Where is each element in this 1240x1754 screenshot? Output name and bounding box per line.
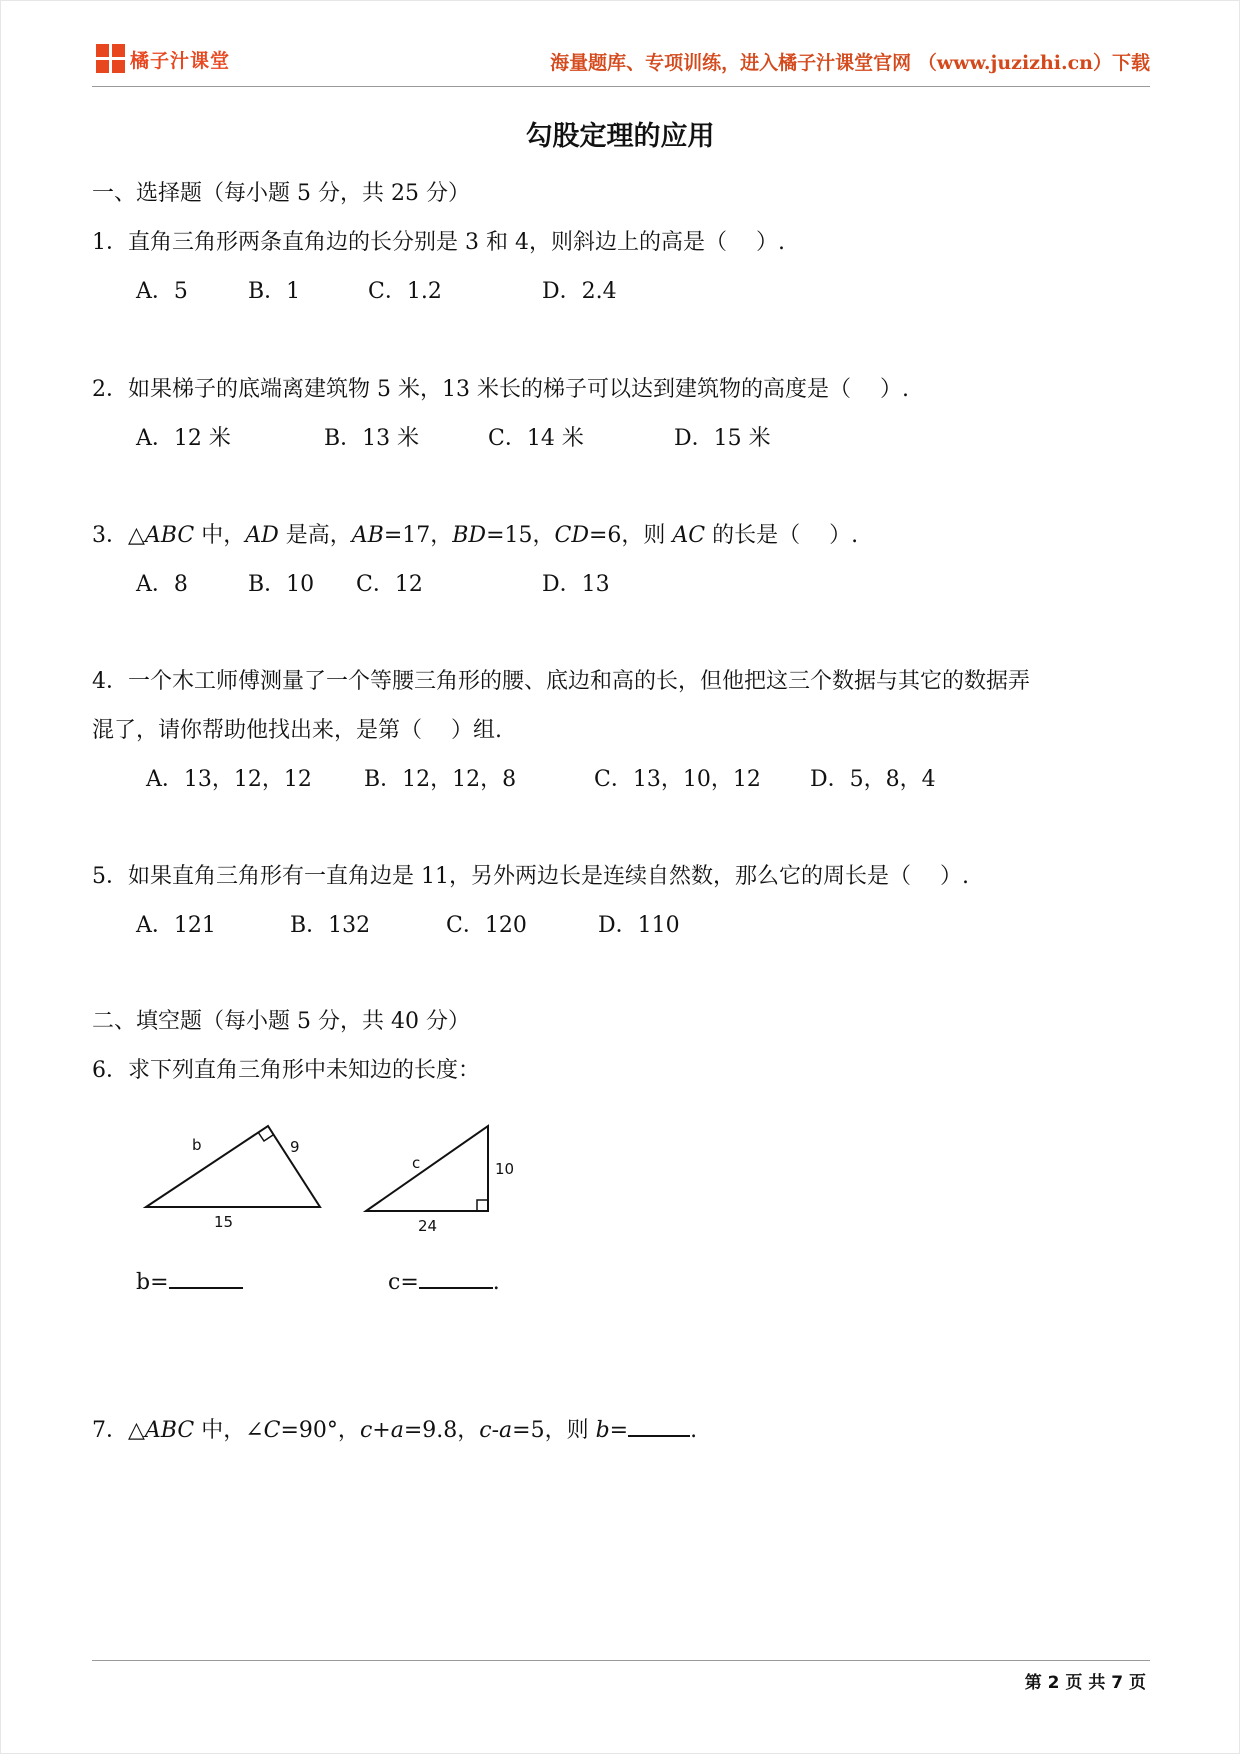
q7-var: a [390, 1418, 404, 1443]
option-b: B．13 米 [324, 426, 420, 451]
q7-period: . [690, 1418, 698, 1443]
option-c: C．1.2 [368, 279, 442, 304]
option-c: C．120 [446, 913, 527, 938]
q7-var: ABC [144, 1418, 195, 1443]
option-a: A．12 米 [136, 426, 231, 451]
q7-text: - [491, 1418, 500, 1443]
q3-var: BD [452, 523, 487, 548]
q7-var: a [499, 1418, 513, 1443]
q3-var: AD [245, 523, 279, 548]
q3-text: 的长是（ ）. [705, 523, 859, 548]
option-d: D．110 [598, 913, 680, 938]
option-a: A．121 [136, 913, 216, 938]
triangle-2-right-angle-mark [477, 1200, 488, 1211]
option-d: D．2.4 [542, 279, 617, 304]
option-d: D．5，8，4 [810, 767, 936, 792]
q7-triangle-symbol: △ [128, 1418, 145, 1443]
option-c: C．12 [356, 572, 423, 597]
triangle-2-label-c: c [412, 1154, 421, 1172]
question-4-stem-line2: 混了，请你帮助他找出来，是第（ ）组. [92, 718, 502, 743]
option-b: B．132 [290, 913, 371, 938]
question-1-stem: 1．直角三角形两条直角边的长分别是 3 和 4，则斜边上的高是（ ）. [92, 230, 785, 255]
option-c: C．14 米 [488, 426, 584, 451]
answer-blank[interactable] [628, 1415, 690, 1437]
q3-var: ABC [144, 523, 195, 548]
question-6-answer-2 [388, 1267, 500, 1295]
q7-var: c [359, 1418, 373, 1443]
question-2-stem: 2．如果梯子的底端离建筑物 5 米，13 米长的梯子可以达到建筑物的高度是（ ）. [92, 377, 909, 402]
triangle-2-outline [366, 1126, 488, 1211]
triangle-figure-2 [366, 1126, 514, 1235]
q7-text: =5，则 [512, 1418, 596, 1443]
triangle-2-label-leg-v: 10 [495, 1160, 515, 1178]
option-a: A．13，12，12 [146, 767, 312, 792]
q3-triangle-symbol: △ [128, 523, 145, 548]
q7-var: C [263, 1418, 281, 1443]
triangle-1-label-hyp: 15 [214, 1213, 234, 1231]
footer-divider [92, 1660, 1150, 1661]
answer-1-blank[interactable] [169, 1267, 243, 1289]
header-tagline: 海量题库、专项训练，进入橘子汁课堂官网 （www.juzizhi.cn）下载 [550, 52, 1150, 74]
q7-text: =9.8， [403, 1418, 480, 1443]
q7-text: 中，∠ [194, 1418, 264, 1443]
section1-heading: 一、选择题（每小题 5 分，共 25 分） [92, 181, 470, 206]
option-b: B．12，12，8 [364, 767, 517, 792]
q7-text: =90°， [280, 1418, 360, 1443]
q3-text: 中， [194, 523, 246, 548]
q3-var: CD [554, 523, 589, 548]
question-5-stem: 5．如果直角三角形有一直角边是 11，另外两边长是连续自然数，那么它的周长是（ ）. [92, 864, 969, 889]
section2-heading: 二、填空题（每小题 5 分，共 40 分） [92, 1009, 470, 1034]
question-4-stem-line1: 4．一个木工师傅测量了一个等腰三角形的腰、底边和高的长，但他把这三个数据与其它的数据弄 [92, 669, 1031, 694]
q3-text: 是高， [278, 523, 352, 548]
option-b: B．1 [248, 279, 301, 304]
q3-var: AC [672, 523, 706, 548]
answer-1-label: b= [136, 1270, 169, 1295]
question-6-stem: 6．求下列直角三角形中未知边的长度： [92, 1058, 480, 1083]
answer-2-label: c= [388, 1270, 419, 1295]
q3-text: =17， [383, 523, 453, 548]
q3-var: AB [351, 523, 384, 548]
answer-2-period: . [492, 1270, 500, 1295]
triangle-2-label-leg-h: 24 [418, 1217, 438, 1235]
q7-text: + [372, 1418, 391, 1443]
document-title: 勾股定理的应用 [525, 121, 715, 152]
logo-text: 橘子汁课堂 [130, 49, 231, 72]
q7-text: = [609, 1418, 629, 1443]
triangle-figure-1 [146, 1126, 320, 1231]
q7-var: c [479, 1418, 492, 1443]
question-7-stem [92, 1413, 697, 1444]
q3-text: =15， [486, 523, 555, 548]
q3-num: 3． [92, 523, 128, 548]
page-number: 第 2 页 共 7 页 [1024, 1673, 1146, 1693]
option-c: C．13，10，12 [594, 767, 761, 792]
option-a: A．5 [136, 279, 188, 304]
q7-var: b [595, 1418, 610, 1443]
option-a: A．8 [136, 572, 188, 597]
option-b: B．10 [248, 572, 315, 597]
option-d: D．13 [542, 572, 610, 597]
q7-num: 7． [92, 1418, 128, 1443]
triangle-1-label-leg: 9 [290, 1138, 300, 1156]
q3-text: =6，则 [588, 523, 673, 548]
option-d: D．15 米 [674, 426, 771, 451]
answer-2-blank[interactable] [419, 1267, 493, 1289]
triangle-1-right-angle-mark [258, 1132, 273, 1141]
triangle-1-label-b: b [192, 1136, 202, 1154]
question-6-answer-1 [136, 1267, 243, 1295]
